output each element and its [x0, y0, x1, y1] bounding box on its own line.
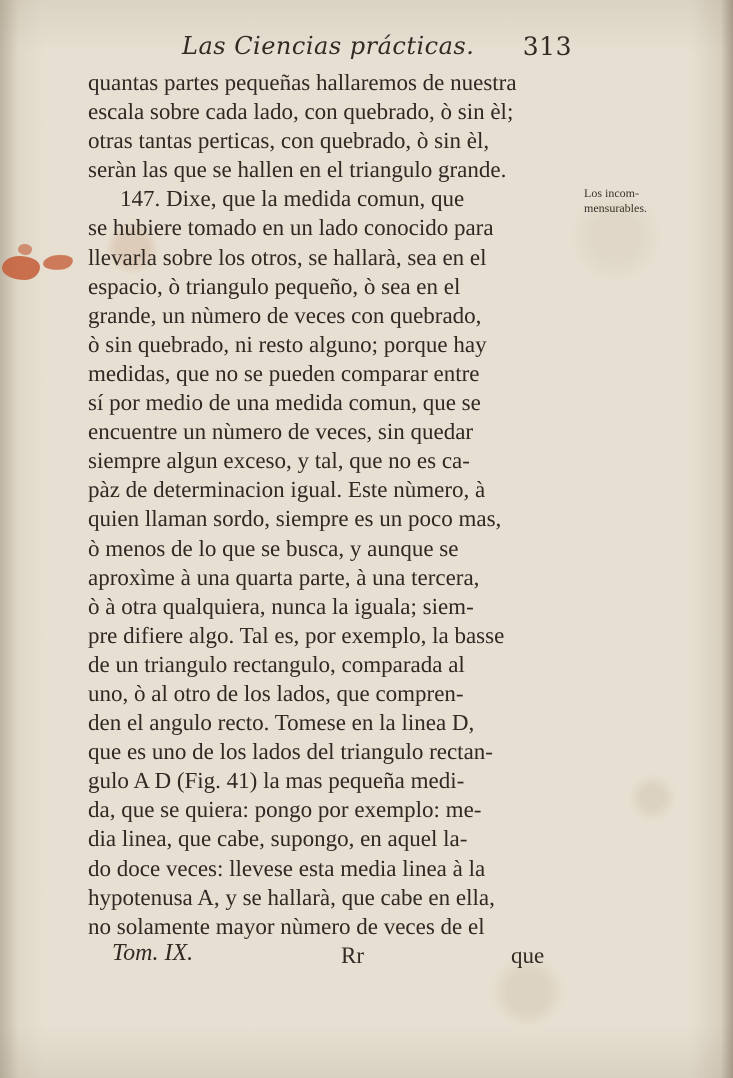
signature-mark: Rr [341, 943, 364, 968]
ink-stain [42, 253, 74, 272]
page-number: 313 [522, 32, 572, 61]
text-line: seràn las que se hallen en el triangulo grande. [88, 157, 507, 183]
text-line: espacio, ò triangulo pequeño, ò sea en el [88, 273, 461, 299]
text-line: que es uno de los lados del triangulo rectan- [88, 739, 493, 765]
running-title: Las Ciencias prácticas. [182, 32, 475, 60]
left-page-shadow [0, 0, 18, 1078]
text-line: quien llaman sordo, siempre es un poco mas, [88, 506, 502, 532]
text-line: encuentre un nùmero de veces, sin quedar [88, 419, 474, 445]
text-line: aproxìme à una quarta parte, à una tercera, [88, 564, 480, 590]
volume-reference: Tom. IX. [112, 940, 194, 966]
text-line: den el angulo recto. Tomese en la linea D, [88, 710, 475, 736]
ink-stain [2, 256, 40, 280]
text-line: pàz de determinacion igual. Este nùmero, à [88, 477, 486, 503]
body-text [88, 68, 558, 941]
text-line: ò sin quebrado, ni resto alguno; porque hay [88, 331, 487, 357]
text-line: otras tantas perticas, con quebrado, ò sin èl, [88, 128, 490, 154]
text-line: hypotenusa A, y se hallarà, que cabe en ella, [88, 884, 495, 910]
text-line: no solamente mayor nùmero de veces de el [88, 913, 485, 939]
text-line: sí por medio de una medida comun, que se [88, 390, 481, 416]
text-line: siempre algun exceso, y tal, que no es ca- [88, 448, 470, 474]
paragraph-147-start: 147. Dixe, que la medida comun, que [120, 186, 465, 212]
marginal-note [584, 186, 688, 216]
text-line: da, que se quiera: pongo por exemplo: me- [88, 797, 482, 823]
text-line: ò à otra qualquiera, nunca la iguala; siem- [88, 593, 474, 619]
text-line: gulo A D (Fig. 41) la mas pequeña medi- [88, 768, 465, 794]
page-header [182, 32, 572, 68]
text-line: escala sobre cada lado, con quebrado, ò sin èl; [88, 99, 514, 125]
ink-stain [18, 244, 32, 255]
catchword: que [511, 943, 545, 968]
text-line: pre difiere algo. Tal es, por exemplo, la basse [88, 622, 505, 648]
text-line: uno, ò al otro de los lados, que compren- [88, 680, 464, 706]
text-line: de un triangulo rectangulo, comparada al [88, 651, 465, 677]
right-page-shadow [721, 0, 733, 1078]
text-line: dia linea, que cabe, supongo, en aquel la- [88, 826, 468, 852]
marginal-note-line: mensurables. [584, 201, 647, 215]
text-line: llevarla sobre los otros, se hallarà, sea en el [88, 244, 487, 270]
text-line: medidas, que no se pueden comparar entre [88, 360, 480, 386]
text-line: se hubiere tomado en un lado conocido para [88, 215, 494, 241]
text-line: grande, un nùmero de veces con quebrado, [88, 302, 482, 328]
text-line: do doce veces: llevese esta media linea à la [88, 855, 486, 881]
text-line: quantas partes pequeñas hallaremos de nuestra [88, 70, 517, 95]
marginal-note-line: Los incom- [584, 186, 639, 200]
text-line: ò menos de lo que se busca, y aunque se [88, 535, 459, 561]
